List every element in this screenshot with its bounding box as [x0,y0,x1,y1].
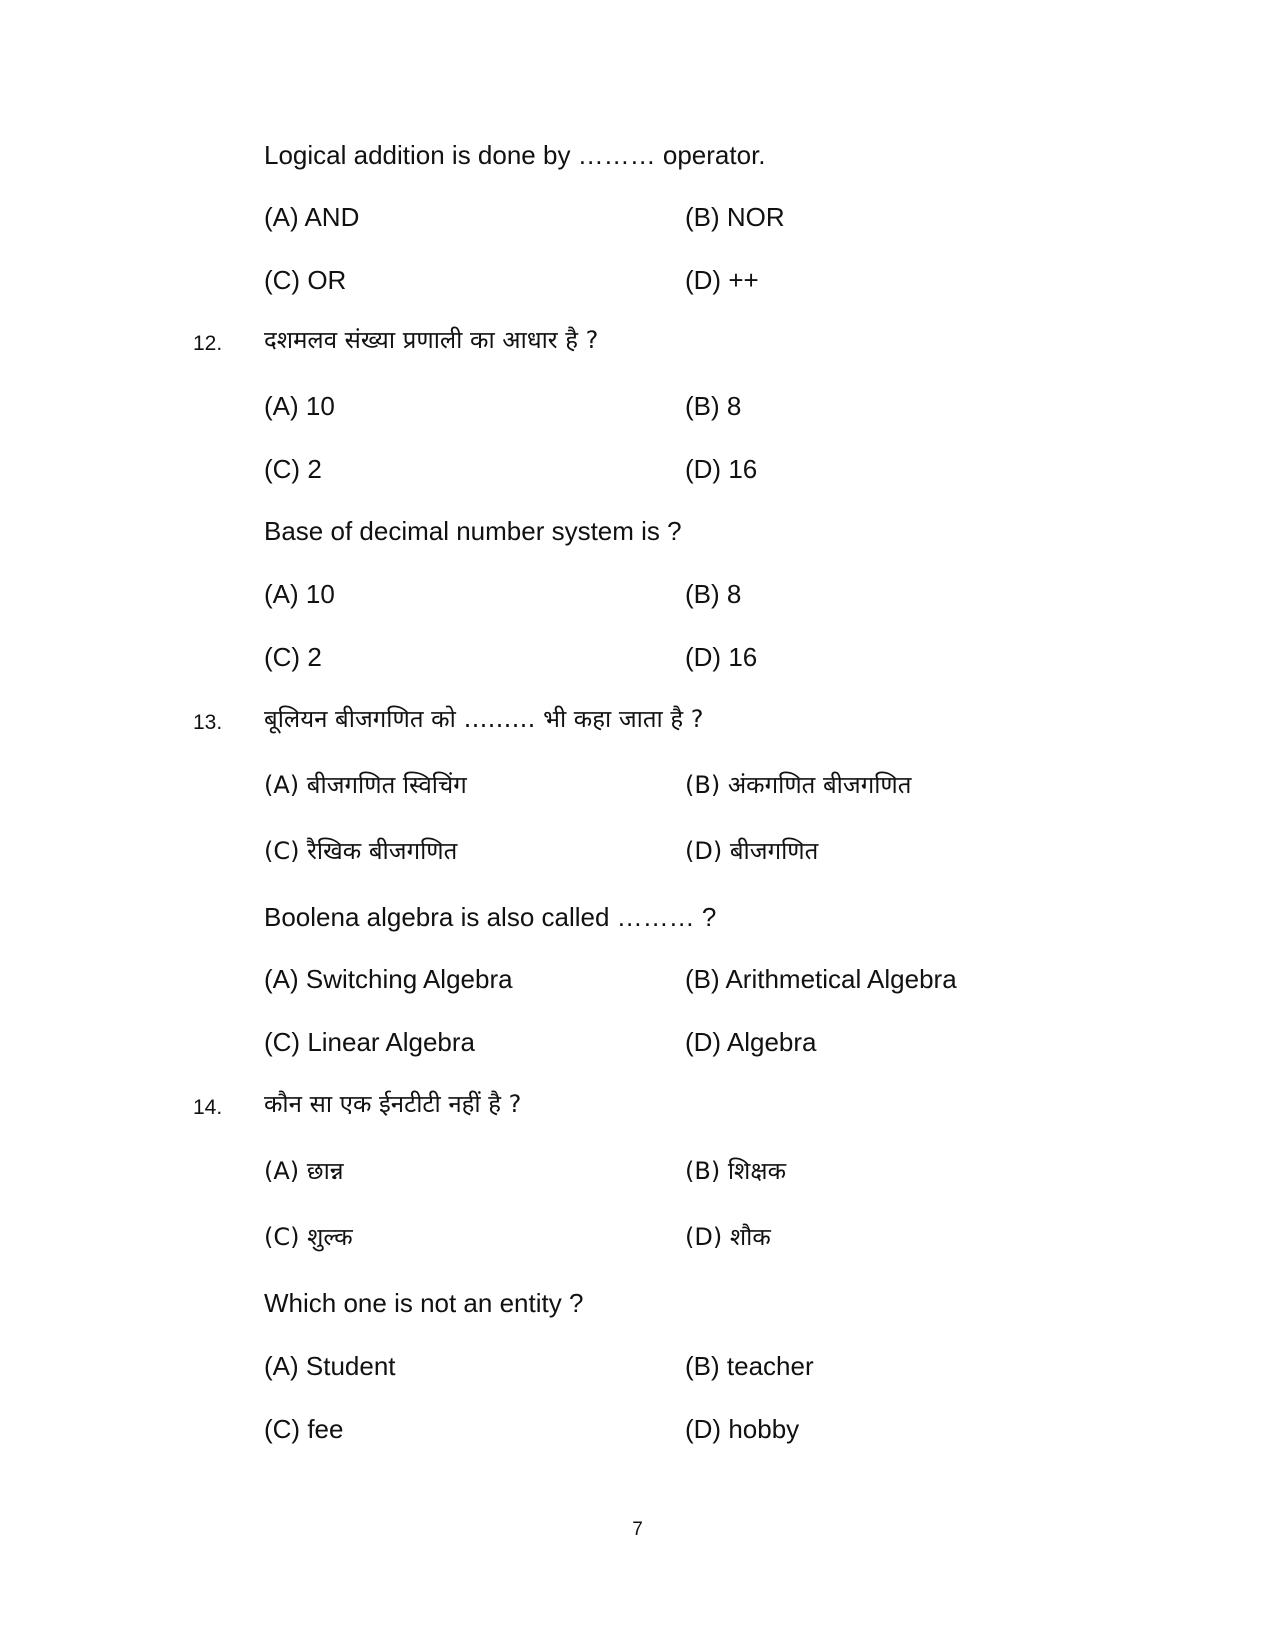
q13-en-option-b: (B) Arithmetical Algebra [685,964,957,994]
q12-hi-option-a: (A) 10 [264,391,335,421]
q12-hi-option-c: (C) 2 [264,454,322,484]
q14-en-option-a: (A) Student [264,1351,396,1381]
q12-number: 12. [193,332,223,355]
q12-en-question: Base of decimal number system is ? [264,516,682,546]
q14-en-question: Which one is not an entity ? [264,1288,584,1318]
q13-hi-option-b: (B) अंकगणित बीजगणित [685,771,912,799]
q14-hi-option-d: (D) शौक [685,1223,771,1251]
q12-hi-question: दशमलव संख्या प्रणाली का आधार है ? [264,326,599,354]
q11-en-option-c: (C) OR [264,265,347,295]
q14-hi-option-a: (A) छान्न [264,1157,344,1185]
q11-en-option-a: (A) AND [264,202,360,232]
q13-en-option-d: (D) Algebra [685,1027,817,1057]
q14-hi-option-b: (B) शिक्षक [685,1157,786,1185]
q11-en-option-b: (B) NOR [685,202,785,232]
q13-hi-option-c: (C) रैखिक बीजगणित [264,837,458,865]
q11-en-option-d: (D) ++ [685,265,759,295]
q13-hi-option-d: (D) बीजगणित [685,837,819,865]
q12-en-option-d: (D) 16 [685,642,758,672]
q13-en-question: Boolena algebra is also called ……… ? [264,902,717,932]
q12-en-option-b: (B) 8 [685,579,742,609]
q12-en-option-a: (A) 10 [264,579,335,609]
q13-number: 13. [193,711,223,734]
q13-en-option-c: (C) Linear Algebra [264,1027,475,1057]
q12-hi-option-d: (D) 16 [685,454,758,484]
q14-en-option-b: (B) teacher [685,1351,814,1381]
q12-en-option-c: (C) 2 [264,642,322,672]
q11-en-question: Logical addition is done by ……… operator. [264,140,766,170]
page-number: 7 [632,1519,643,1540]
q13-hi-question: बूलियन बीजगणित को ……… भी कहा जाता है ? [264,705,704,733]
q14-number: 14. [193,1096,223,1119]
q13-en-option-a: (A) Switching Algebra [264,964,513,994]
q14-hi-question: कौन सा एक ईनटीटी नहीं है ? [264,1090,522,1118]
q12-hi-option-b: (B) 8 [685,391,742,421]
q13-hi-option-a: (A) बीजगणित स्विचिंग [264,771,467,799]
q14-en-option-d: (D) hobby [685,1414,800,1444]
q14-hi-option-c: (C) शुल्क [264,1223,353,1251]
q14-en-option-c: (C) fee [264,1414,344,1444]
